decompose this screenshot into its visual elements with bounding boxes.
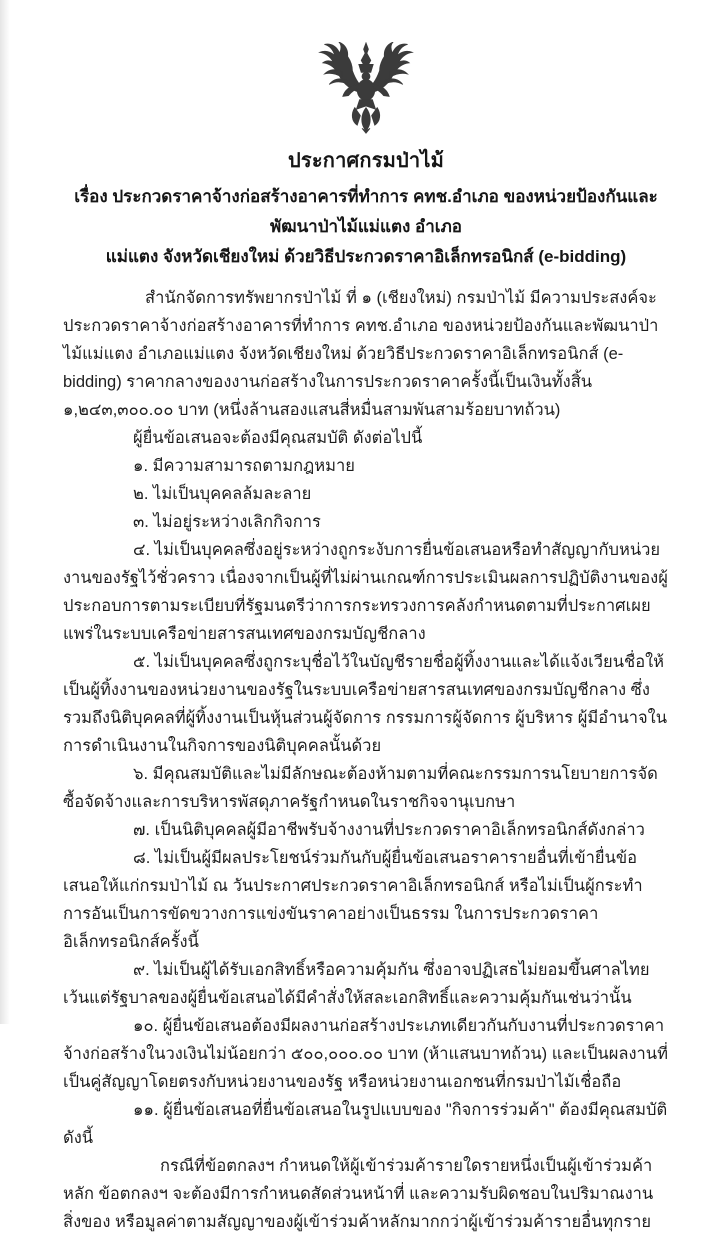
qualification-item-9: ๙. ไม่เป็นผู้ได้รับเอกสิทธิ์หรือความคุ้มกัน ซึ่งอาจปฏิเสธไม่ยอมขึ้นศาลไทย เว้นแต่รัฐบาลของผู้ยื่นข้อเสนอได้มีคำสั่งให้สละเอกสิทธิ์และความคุ้มกันเช่นว่านั้น	[63, 961, 650, 1007]
qualification-item-11: ๑๑. ผู้ยื่นข้อเสนอที่ยื่นข้อเสนอในรูปแบบของ "กิจการร่วมค้า" ต้องมีคุณสมบัติ ดังนี้	[63, 1101, 668, 1147]
qualification-item-4: ๔. ไม่เป็นบุคคลซึ่งอยู่ระหว่างถูกระงับการยื่นข้อเสนอหรือทำสัญญากับหน่วยงานของรัฐไว้ชั่วคราว เนื่องจากเป็นผู้ที่ไม่ผ่านเกณฑ์การประเมินผลการปฏิบัติงานของผู้ประกอบการตามระเบียบที่รัฐมนตรีว่าการกระทรวงการคลังกำหนดตามที่ประกาศเผยแพร่ในระบบเครือข่ายสารสนเทศของกรมบัญชีกลาง	[63, 541, 668, 643]
qualification-item-5: ๕. ไม่เป็นบุคคลซึ่งถูกระบุชื่อไว้ในบัญชีรายชื่อผู้ทิ้งงานและได้แจ้งเวียนชื่อให้เป็นผู้ทิ้งงานของหน่วยงานของรัฐในระบบเครือข่ายสารสนเทศของกรมบัญชีกลาง ซึ่งรวมถึงนิติบุคคลที่ผู้ทิ้งงานเป็นหุ้นส่วนผู้จัดการ กรรมการผู้จัดการ ผู้บริหาร ผู้มีอำนาจในการดำเนินงานในกิจการของนิติบุคคลนั้นด้วย	[63, 653, 668, 755]
qualification-item-1: ๑. มีความสามารถตามกฎหมาย	[133, 457, 355, 475]
qualification-item-8: ๘. ไม่เป็นผู้มีผลประโยชน์ร่วมกันกับผู้ยื่นข้อเสนอราคารายอื่นที่เข้ายื่นข้อเสนอให้แก่กรมป่าไม้ ณ วันประกาศประกวดราคาอิเล็กทรอนิกส์ หรือไม่เป็นผู้กระทำการอันเป็นการขัดขวางการแข่งขันราคาอย่างเป็นธรรม ในการประกวดราคาอิเล็กทรอนิกส์ครั้งนี้	[63, 849, 643, 951]
document-subject	[63, 182, 669, 272]
qualification-item-10: ๑๐. ผู้ยื่นข้อเสนอต้องมีผลงานก่อสร้างประเภทเดียวกันกับงานที่ประกวดราคาจ้างก่อสร้างในวงเงินไม่น้อยกว่า ๕๐๐,๐๐๐.๐๐ บาท (ห้าแสนบาทถ้วน) และเป็นผลงานที่เป็นคู่สัญญาโดยตรงกับหน่วยงานของรัฐ หรือหน่วยงานเอกชนที่กรมป่าไม้เชื่อถือ	[63, 1017, 668, 1091]
document-title: ประกาศกรมป่าไม้	[287, 150, 445, 172]
qualifications-header: ผู้ยื่นข้อเสนอจะต้องมีคุณสมบัติ ดังต่อไปนี้	[133, 429, 423, 447]
subject-line-2: แม่แตง จังหวัดเชียงใหม่ ด้วยวิธีประกวดราคาอิเล็กทรอนิกส์ (e-bidding)	[105, 247, 627, 266]
subject-line-1: เรื่อง ประกวดราคาจ้างก่อสร้างอาคารที่ทำการ คทช.อำเภอ ของหน่วยป้องกันและพัฒนาป่าไม้แม่แตง อำเภอ	[74, 187, 658, 236]
qualification-item-2: ๒. ไม่เป็นบุคคลล้มละลาย	[133, 485, 312, 503]
qualification-item-6: ๖. มีคุณสมบัติและไม่มีลักษณะต้องห้ามตามที่คณะกรรมการนโยบายการจัดซื้อจัดจ้างและการบริหารพัสดุภาครัฐกำหนดในราชกิจจานุเบกษา	[63, 765, 658, 811]
qualification-item-3: ๓. ไม่อยู่ระหว่างเลิกกิจการ	[133, 513, 321, 531]
garuda-emblem-icon	[307, 42, 425, 138]
document-body	[63, 284, 669, 1236]
intro-paragraph: สำนักจัดการทรัพยากรป่าไม้ ที่ ๑ (เชียงใหม่) กรมป่าไม้ มีความประสงค์จะ ประกวดราคาจ้างก่อสร้างอาคารที่ทำการ คทช.อำเภอ ของหน่วยป้องกันและพัฒนาป่าไม้แม่แตง อำเภอแม่แตง จังหวัดเชียงใหม่ ด้วยวิธีประกวดราคาอิเล็กทรอนิกส์ (e-bidding) ราคากลางของงานก่อสร้างในการประกวดราคาครั้งนี้เป็นเงินทั้งสิ้น ๑,๒๔๓,๓๐๐.๐๐ บาท (หนึ่งล้านสองแสนสี่หมื่นสามพันสามร้อยบาทถ้วน)	[63, 289, 659, 419]
qualification-item-7: ๗. เป็นนิติบุคคลผู้มีอาชีพรับจ้างงานที่ประกวดราคาอิเล็กทรอนิกส์ดังกล่าว	[133, 821, 645, 839]
joint-venture-clause: กรณีที่ข้อตกลงฯ กำหนดให้ผู้เข้าร่วมค้ารายใดรายหนึ่งเป็นผู้เข้าร่วมค้าหลัก ข้อตกลงฯ จะต้องมีการกำหนดสัดส่วนหน้าที่ และความรับผิดชอบในปริมาณงาน สิ่งของ หรือมูลค่าตามสัญญาของผู้เข้าร่วมค้าหลักมากกว่าผู้เข้าร่วมค้ารายอื่นทุกราย	[63, 1157, 654, 1231]
